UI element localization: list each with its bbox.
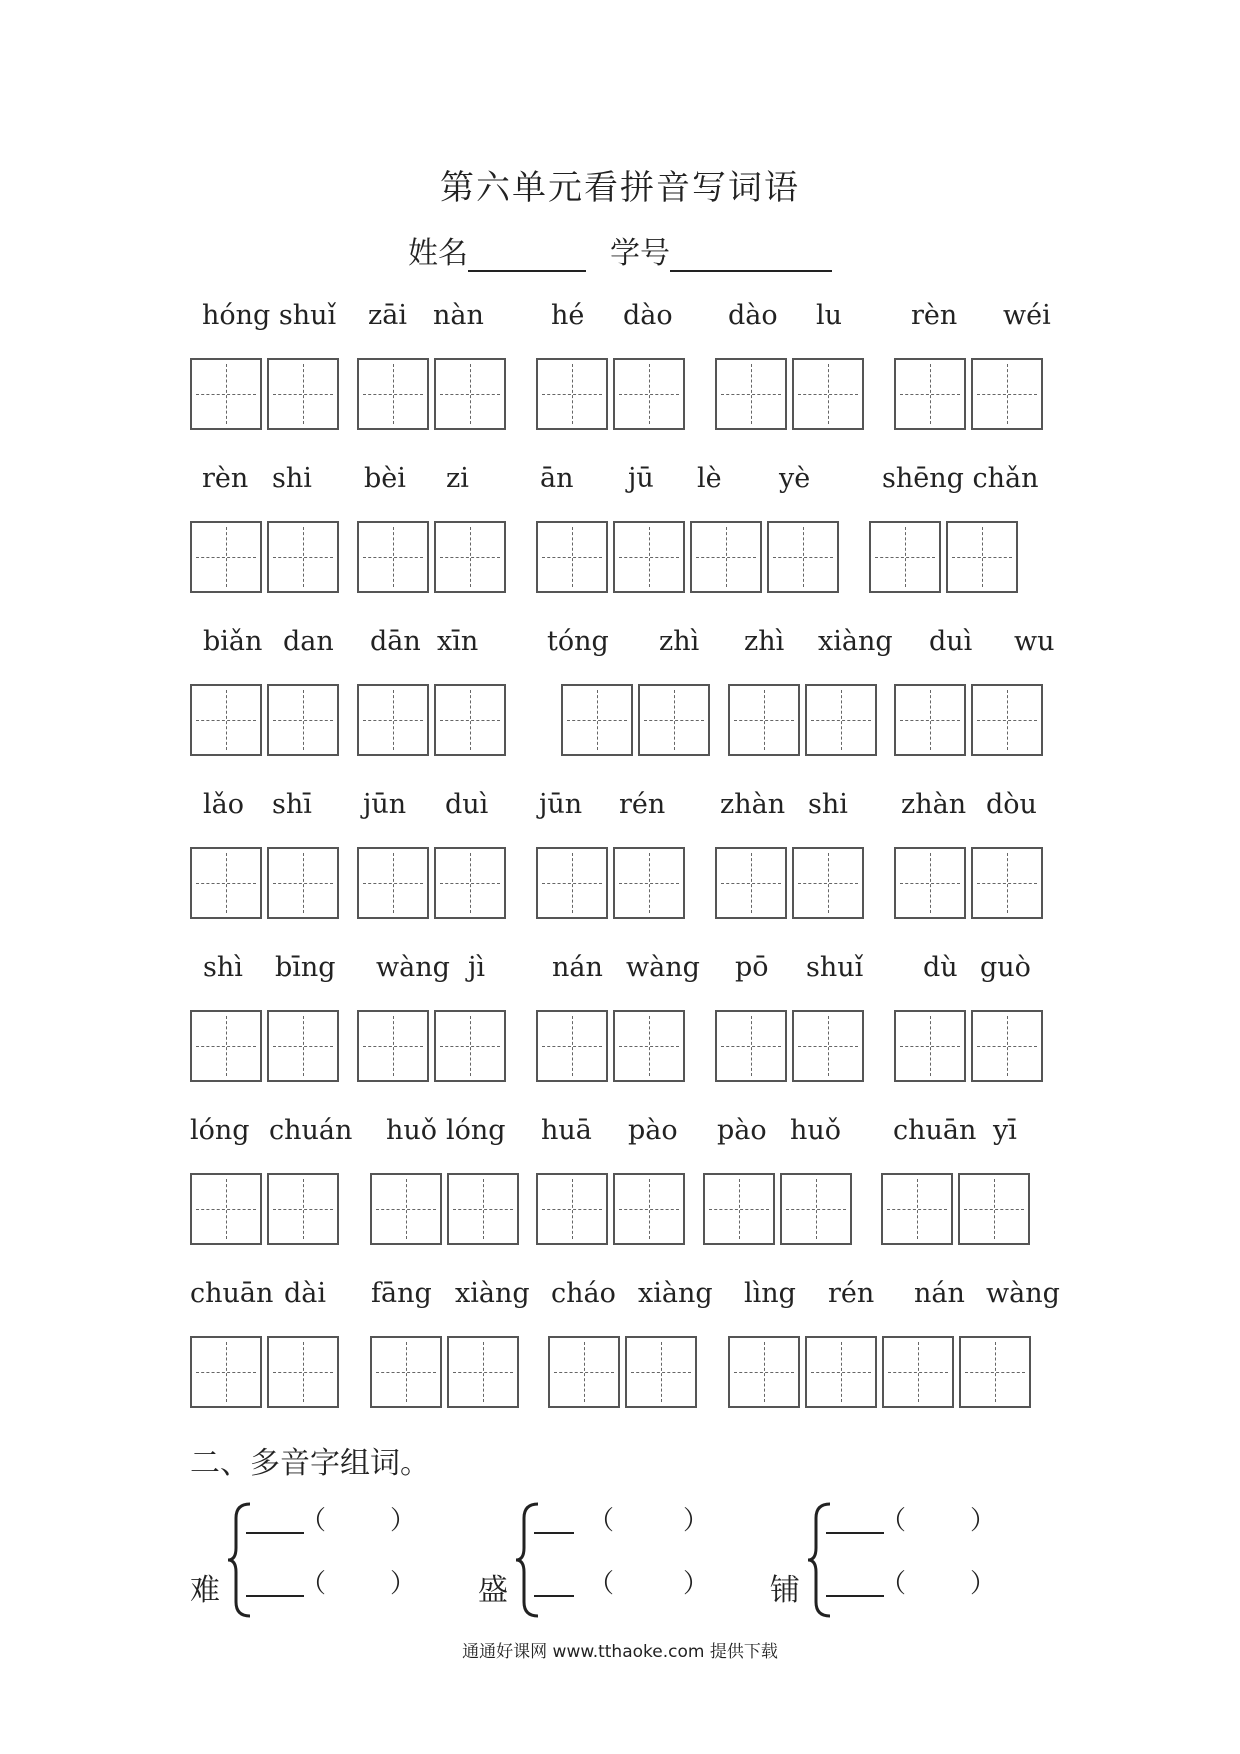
brace-icon [806, 1500, 836, 1620]
pinyin-label: zhàn [901, 789, 967, 820]
pinyin-label: wàng [986, 1278, 1060, 1309]
pinyin-label: nàn [433, 300, 484, 331]
pinyin-label: zāi [368, 300, 407, 331]
writing-box[interactable] [894, 847, 966, 919]
writing-box[interactable] [267, 1336, 339, 1408]
writing-box[interactable] [447, 1173, 519, 1245]
writing-box[interactable] [357, 358, 429, 430]
writing-box[interactable] [536, 1173, 608, 1245]
paren-open: （ [588, 1569, 615, 1599]
writing-box[interactable] [561, 684, 633, 756]
writing-box[interactable] [894, 684, 966, 756]
writing-box[interactable] [638, 684, 710, 756]
paren-open: （ [588, 1506, 615, 1536]
writing-box[interactable] [715, 847, 787, 919]
pinyin-label: shi [808, 789, 848, 820]
pinyin-label: zhì [744, 626, 785, 657]
writing-box[interactable] [190, 684, 262, 756]
writing-box[interactable] [548, 1336, 620, 1408]
pinyin-label: bèi [364, 463, 406, 494]
writing-box[interactable] [946, 521, 1018, 593]
writing-box[interactable] [267, 847, 339, 919]
paren-open: （ [880, 1569, 907, 1599]
writing-box[interactable] [190, 358, 262, 430]
pinyin-label: shēng chǎn [882, 463, 1039, 494]
writing-box[interactable] [357, 521, 429, 593]
pinyin-label: jūn [363, 789, 407, 820]
footer: 通通好课网 www.tthaoke.com 提供下载 [462, 1642, 778, 1662]
pinyin-label: yī [993, 1115, 1017, 1146]
pinyin-label: lóng [446, 1115, 506, 1146]
writing-box[interactable] [357, 847, 429, 919]
writing-box[interactable] [690, 521, 762, 593]
writing-box[interactable] [613, 1173, 685, 1245]
pinyin-label: lè [697, 463, 722, 494]
pinyin-label: shuǐ [806, 952, 864, 983]
writing-box[interactable] [267, 684, 339, 756]
writing-box[interactable] [881, 1173, 953, 1245]
pinyin-label: jì [468, 952, 486, 983]
section2-heading: 二、多音字组词。 [190, 1446, 430, 1481]
answer-blank[interactable] [246, 1530, 304, 1534]
writing-box[interactable] [625, 1336, 697, 1408]
pinyin-label: duì [445, 789, 489, 820]
answer-blank[interactable] [246, 1593, 304, 1597]
paren-close: ） [970, 1569, 997, 1599]
writing-box[interactable] [267, 521, 339, 593]
name-label: 姓名 [408, 236, 468, 271]
writing-box[interactable] [536, 521, 608, 593]
writing-box[interactable] [894, 1010, 966, 1082]
writing-box[interactable] [434, 847, 506, 919]
writing-box[interactable] [613, 358, 685, 430]
writing-box[interactable] [370, 1173, 442, 1245]
pinyin-label: fāng [371, 1278, 432, 1309]
pinyin-label: huā [541, 1115, 592, 1146]
writing-box[interactable] [959, 1336, 1031, 1408]
pinyin-label: dòu [986, 789, 1037, 820]
pinyin-label: rèn [911, 300, 958, 331]
writing-box[interactable] [869, 521, 941, 593]
pinyin-label: lìng [744, 1278, 796, 1309]
writing-box[interactable] [267, 358, 339, 430]
writing-box[interactable] [613, 847, 685, 919]
writing-box[interactable] [958, 1173, 1030, 1245]
number-blank[interactable] [670, 240, 832, 272]
pinyin-label: wéi [1003, 300, 1051, 331]
paren-close: ） [390, 1506, 417, 1536]
writing-box[interactable] [536, 358, 608, 430]
pinyin-label: lǎo [203, 789, 244, 820]
writing-box[interactable] [434, 358, 506, 430]
student-info [0, 228, 1240, 272]
pinyin-label: zhàn [720, 789, 786, 820]
pinyin-label: ān [540, 463, 574, 494]
pinyin-label: jū [628, 463, 654, 494]
writing-box[interactable] [190, 1336, 262, 1408]
pinyin-label: chuán [269, 1115, 353, 1146]
writing-box[interactable] [792, 847, 864, 919]
pinyin-label: zhì [659, 626, 700, 657]
pinyin-label: hé [551, 300, 585, 331]
name-blank[interactable] [468, 240, 586, 272]
paren-close: ） [970, 1506, 997, 1536]
polyphone-char: 铺 [770, 1573, 800, 1608]
paren-close: ） [683, 1506, 710, 1536]
writing-box[interactable] [728, 1336, 800, 1408]
writing-box[interactable] [447, 1336, 519, 1408]
paren-close: ） [390, 1569, 417, 1599]
pinyin-label: huǒ [386, 1115, 438, 1146]
writing-box[interactable] [357, 684, 429, 756]
pinyin-label: dào [623, 300, 673, 331]
pinyin-label: zi [446, 463, 469, 494]
answer-blank[interactable] [534, 1530, 574, 1534]
pinyin-label: dù [923, 952, 958, 983]
pinyin-label: wàng [626, 952, 700, 983]
pinyin-label: duì [929, 626, 973, 657]
pinyin-label: rén [619, 789, 666, 820]
pinyin-label: shi [272, 463, 312, 494]
pinyin-label: huǒ [790, 1115, 842, 1146]
number-label: 学号 [610, 236, 670, 271]
writing-box[interactable] [190, 1173, 262, 1245]
paren-open: （ [300, 1506, 327, 1536]
writing-box[interactable] [894, 358, 966, 430]
writing-box[interactable] [267, 1010, 339, 1082]
answer-blank[interactable] [826, 1530, 884, 1534]
pinyin-label: lu [816, 300, 843, 331]
writing-box[interactable] [434, 521, 506, 593]
pinyin-label: dān [370, 626, 421, 657]
pinyin-label: rén [828, 1278, 875, 1309]
writing-box[interactable] [703, 1173, 775, 1245]
pinyin-label: shī [272, 789, 312, 820]
writing-box[interactable] [971, 847, 1043, 919]
answer-blank[interactable] [826, 1593, 884, 1597]
pinyin-label: xīn [437, 626, 479, 657]
writing-box[interactable] [613, 1010, 685, 1082]
pinyin-label: dào [728, 300, 778, 331]
pinyin-label: jūn [539, 789, 583, 820]
pinyin-label: wu [1014, 626, 1055, 657]
pinyin-label: pō [735, 952, 769, 983]
writing-box[interactable] [267, 1173, 339, 1245]
writing-box[interactable] [971, 684, 1043, 756]
pinyin-label: bīng [275, 952, 336, 983]
pinyin-label: dài [284, 1278, 327, 1309]
pinyin-label: hóng shuǐ [202, 300, 337, 331]
pinyin-label: yè [779, 463, 811, 494]
writing-box[interactable] [780, 1173, 852, 1245]
writing-box[interactable] [805, 1336, 877, 1408]
pinyin-label: chuān [190, 1278, 274, 1309]
pinyin-label: lóng [190, 1115, 250, 1146]
writing-box[interactable] [767, 521, 839, 593]
writing-box[interactable] [715, 1010, 787, 1082]
pinyin-label: rèn [202, 463, 249, 494]
pinyin-label: xiàng [455, 1278, 530, 1309]
writing-box[interactable] [357, 1010, 429, 1082]
writing-box[interactable] [971, 1010, 1043, 1082]
writing-box[interactable] [434, 684, 506, 756]
page-title: 第六单元看拼音写词语 [440, 168, 800, 208]
writing-box[interactable] [971, 358, 1043, 430]
pinyin-label: shì [203, 952, 243, 983]
paren-open: （ [880, 1506, 907, 1536]
writing-box[interactable] [434, 1010, 506, 1082]
writing-box[interactable] [190, 521, 262, 593]
writing-box[interactable] [715, 358, 787, 430]
pinyin-label: xiàng [638, 1278, 713, 1309]
pinyin-label: pào [628, 1115, 678, 1146]
polyphone-char: 盛 [478, 1573, 508, 1608]
pinyin-label: guò [980, 952, 1031, 983]
writing-box[interactable] [792, 1010, 864, 1082]
paren-open: （ [300, 1569, 327, 1599]
pinyin-label: nán [552, 952, 603, 983]
writing-box[interactable] [728, 684, 800, 756]
pinyin-label: biǎn [203, 626, 263, 657]
answer-blank[interactable] [534, 1593, 574, 1597]
writing-box[interactable] [613, 521, 685, 593]
brace-icon [226, 1500, 256, 1620]
writing-box[interactable] [370, 1336, 442, 1408]
pinyin-label: pào [717, 1115, 767, 1146]
paren-close: ） [683, 1569, 710, 1599]
writing-box[interactable] [190, 847, 262, 919]
writing-box[interactable] [536, 1010, 608, 1082]
writing-box[interactable] [536, 847, 608, 919]
brace-icon [514, 1500, 544, 1620]
pinyin-label: wàng [376, 952, 450, 983]
writing-box[interactable] [805, 684, 877, 756]
pinyin-label: tóng [547, 626, 609, 657]
writing-box[interactable] [792, 358, 864, 430]
pinyin-label: cháo [551, 1278, 616, 1309]
pinyin-label: dan [283, 626, 334, 657]
pinyin-label: xiàng [818, 626, 893, 657]
pinyin-label: chuān [893, 1115, 977, 1146]
polyphone-char: 难 [190, 1573, 220, 1608]
writing-box[interactable] [190, 1010, 262, 1082]
pinyin-label: nán [914, 1278, 965, 1309]
writing-box[interactable] [882, 1336, 954, 1408]
